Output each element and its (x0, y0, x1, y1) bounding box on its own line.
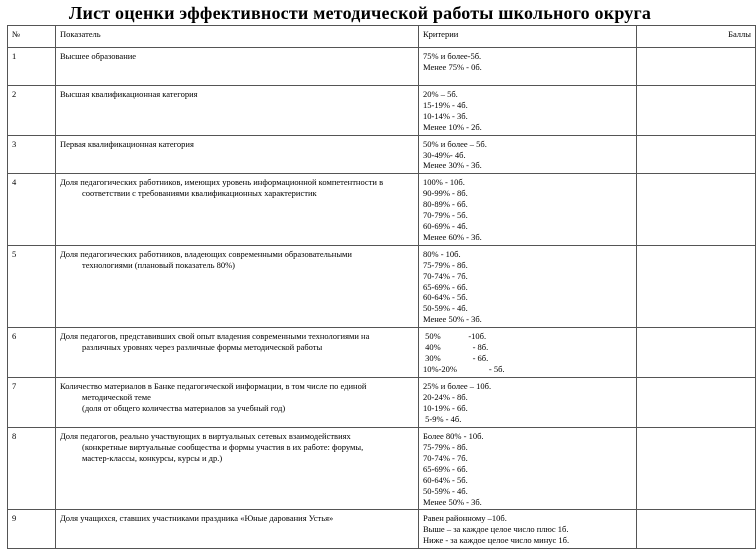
row-criteria (419, 135, 637, 174)
criteria-line: 80-89% - 6б. (423, 199, 468, 210)
criteria-line: Более 80% - 10б. (423, 431, 484, 442)
criteria-line: 50% и более – 5б. (423, 138, 487, 149)
row-indicator (56, 328, 419, 378)
criteria-line: 70-74% - 7б. (423, 452, 468, 463)
criteria-line: 60-64% - 5б. (423, 292, 468, 303)
criteria-line: 25% и более – 10б. (423, 381, 492, 392)
criteria-line: Равен районному –10б. (423, 513, 507, 524)
indicator-line: Высшая квалификационная категория (60, 89, 198, 99)
header-points: Баллы (637, 26, 756, 48)
table-row (8, 245, 756, 327)
indicator-line: Доля учащихся, ставших участниками праздника «Юные дарования Устья» (60, 513, 334, 524)
criteria-line: 75% и более-5б. (423, 51, 482, 61)
row-points[interactable] (637, 245, 756, 327)
criteria-line: Менее 10% - 2б. (423, 121, 482, 132)
criteria-line: Менее 75% - 0б. (423, 61, 482, 72)
indicator-line: Первая квалификационная категория (60, 138, 194, 149)
row-points[interactable] (637, 328, 756, 378)
indicator-line: мастер-классы, конкурсы, курсы и др.) (82, 452, 223, 463)
criteria-line: 50-59% - 4б. (423, 485, 468, 496)
criteria-line: 30% - 6б. (423, 352, 489, 363)
criteria-line: 5-9% - 4б. (423, 413, 462, 424)
criteria-line: Менее 30% - 3б. (423, 160, 482, 171)
row-points[interactable] (637, 428, 756, 510)
row-points[interactable] (637, 135, 756, 174)
row-indicator (56, 245, 419, 327)
criteria-line: 90-99% - 8б. (423, 188, 468, 199)
row-points[interactable] (637, 510, 756, 549)
header-criteria: Критерии (419, 26, 637, 48)
criteria-line: 10-19% - 6б. (423, 402, 468, 413)
indicator-line: Доля педагогов, реально участвующих в виртуальных сетевых взаимодействиях (60, 431, 351, 442)
row-number: 7 (8, 378, 56, 428)
criteria-line: 50% -10б. (423, 331, 487, 342)
criteria-line: 100% - 10б. (423, 177, 465, 188)
row-points[interactable] (637, 174, 756, 245)
indicator-line: Доля педагогических работников, имеющих уровень информационной компетентности в (60, 177, 384, 188)
criteria-line: 70-74% - 7б. (423, 270, 468, 281)
indicator-line: соответствии с требованиями квалификационных характеристик (82, 188, 317, 199)
row-criteria (419, 245, 637, 327)
table-row (8, 174, 756, 245)
table-row (8, 510, 756, 549)
row-criteria (419, 510, 637, 549)
criteria-line: Менее 50% - 3б. (423, 314, 482, 325)
criteria-line: Менее 60% - 3б. (423, 231, 482, 242)
row-criteria (419, 86, 637, 136)
indicator-line: Доля педагогических работников, владеющих современными образовательными (60, 248, 352, 259)
table-row (8, 328, 756, 378)
criteria-line: Выше – за каждое целое число плюс 1б. (423, 524, 569, 535)
criteria-line: 20% – 5б. (423, 89, 458, 99)
row-number: 1 (8, 48, 56, 86)
table-row (8, 86, 756, 136)
criteria-line: 20-24% - 8б. (423, 392, 468, 403)
indicator-line: Высшее образование (60, 51, 137, 61)
indicator-line: методической теме (82, 392, 151, 403)
criteria-line: 10-14% - 3б. (423, 110, 468, 121)
criteria-line: Менее 50% - 3б. (423, 496, 482, 507)
criteria-line: 15-19% - 4б. (423, 99, 468, 110)
row-number: 6 (8, 328, 56, 378)
indicator-line: (конкретные виртуальные сообщества и формы участия в их работе: форумы, (82, 442, 364, 453)
criteria-line: 80% - 10б. (423, 248, 461, 259)
row-points[interactable] (637, 86, 756, 136)
criteria-line: 75-79% - 8б. (423, 259, 468, 270)
criteria-line: 60-69% - 4б. (423, 220, 468, 231)
table-row (8, 48, 756, 86)
row-indicator (56, 378, 419, 428)
criteria-line: 30-49%- 4б. (423, 149, 466, 160)
table-body (8, 48, 756, 549)
indicator-line: (доля от общего количества материалов за учебный год) (82, 402, 286, 413)
indicator-line: технологиями (плановый показатель 80%) (82, 259, 236, 270)
table-row (8, 378, 756, 428)
row-indicator (56, 174, 419, 245)
row-number: 3 (8, 135, 56, 174)
row-criteria (419, 378, 637, 428)
row-number: 4 (8, 174, 56, 245)
row-criteria (419, 174, 637, 245)
row-indicator (56, 428, 419, 510)
criteria-line: 60-64% - 5б. (423, 474, 468, 485)
row-criteria (419, 328, 637, 378)
table-header-row (8, 26, 756, 48)
row-number: 2 (8, 86, 56, 136)
row-number: 9 (8, 510, 56, 549)
criteria-line: 70-79% - 5б. (423, 210, 468, 221)
criteria-line: 65-69% - 6б. (423, 281, 468, 292)
criteria-line: 65-69% - 6б. (423, 463, 468, 474)
row-indicator (56, 48, 419, 86)
table-row (8, 135, 756, 174)
row-points[interactable] (637, 48, 756, 86)
row-indicator (56, 135, 419, 174)
row-indicator (56, 510, 419, 549)
criteria-line: 10%-20% - 5б. (423, 363, 505, 374)
criteria-line: 40% - 8б. (423, 342, 489, 353)
indicator-line: Количество материалов в Банке педагогической информации, в том числе по единой (60, 381, 367, 392)
header-num: № (8, 26, 56, 48)
row-points[interactable] (637, 378, 756, 428)
row-criteria (419, 428, 637, 510)
page-title: Лист оценки эффективности методической работы школьного округа (68, 3, 652, 23)
indicator-line: Доля педагогов, представивших свой опыт владения современными технологиями на (60, 331, 370, 342)
row-indicator (56, 86, 419, 136)
criteria-line: 75-79% - 8б. (423, 442, 468, 453)
row-number: 8 (8, 428, 56, 510)
table-row (8, 428, 756, 510)
indicator-line: различных уровнях через различные формы методической работы (82, 342, 323, 353)
evaluation-table (7, 25, 756, 549)
row-criteria (419, 48, 637, 86)
row-number: 5 (8, 245, 56, 327)
criteria-line: Ниже - за каждое целое число минус 1б. (423, 535, 570, 546)
header-indicator: Показатель (56, 26, 419, 48)
criteria-line: 50-59% - 4б. (423, 303, 468, 314)
